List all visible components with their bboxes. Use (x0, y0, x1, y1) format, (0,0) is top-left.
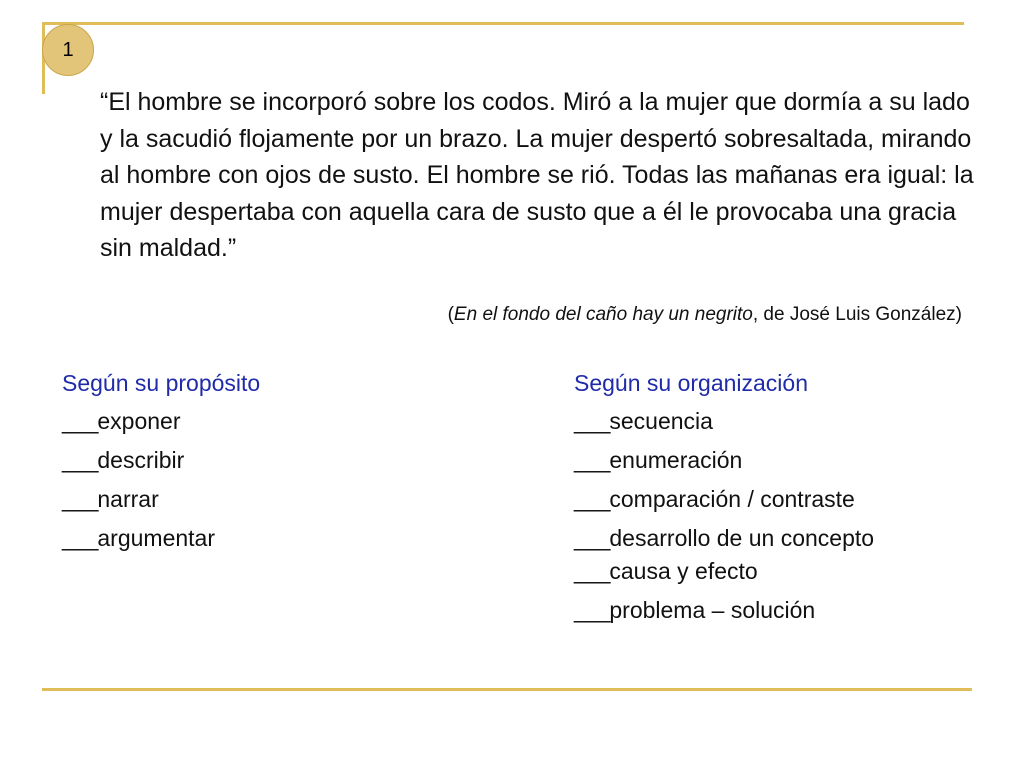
quote-text: “El hombre se incorporó sobre los codos. Miró a la mujer que dormía a su lado y la sacudió flojamente por un brazo. La mujer despertó sobresaltada, mirando al hombre con ojos de susto. El hombre se rió. Todas las mañanas era igual: la mujer despertaba con aquella cara de susto que a él le provocaba una gracia sin maldad.” (100, 88, 974, 262)
citation (448, 301, 962, 329)
answer-blank: ___ (574, 525, 610, 551)
option-label: comparación / contraste (609, 486, 855, 512)
citation-byline: , de José Luis González) (752, 304, 962, 325)
answer-blank: ___ (62, 447, 98, 473)
organization-column (574, 368, 874, 634)
option-label: argumentar (97, 525, 215, 551)
purpose-heading: Según su propósito (62, 370, 261, 396)
answer-blank: ___ (574, 486, 610, 512)
answer-blank: ___ (574, 597, 610, 623)
organization-option-causa-efecto (574, 556, 874, 595)
purpose-column (62, 368, 260, 562)
answer-blank: ___ (574, 447, 610, 473)
option-label: causa y efecto (609, 558, 758, 584)
option-label: enumeración (609, 447, 743, 473)
top-divider (42, 22, 964, 25)
purpose-option-describir (62, 445, 260, 484)
answer-blank: ___ (574, 558, 610, 584)
option-label: problema – solución (609, 597, 816, 623)
organization-option-secuencia (574, 406, 874, 445)
answer-blank: ___ (62, 486, 98, 512)
option-label: narrar (97, 486, 159, 512)
purpose-option-exponer (62, 406, 260, 445)
option-label: desarrollo de un concepto (609, 525, 875, 551)
purpose-option-argumentar (62, 523, 260, 562)
citation-work-title: En el fondo del caño hay un negrito (453, 304, 753, 325)
organization-heading: Según su organización (574, 370, 808, 396)
purpose-option-narrar (62, 484, 260, 523)
answer-blank: ___ (62, 525, 98, 551)
citation-open: ( (447, 304, 454, 325)
slide-number: 1 (62, 39, 74, 61)
option-label: exponer (97, 408, 181, 434)
organization-option-desarrollo (574, 523, 874, 556)
organization-option-enumeracion (574, 445, 874, 484)
option-label: secuencia (609, 408, 713, 434)
organization-option-comparacion (574, 484, 874, 523)
option-label: describir (97, 447, 185, 473)
answer-blank: ___ (62, 408, 98, 434)
bottom-divider (42, 688, 972, 691)
slide-number-badge (42, 24, 94, 76)
answer-blank: ___ (574, 408, 610, 434)
organization-option-problema-solucion (574, 595, 874, 634)
